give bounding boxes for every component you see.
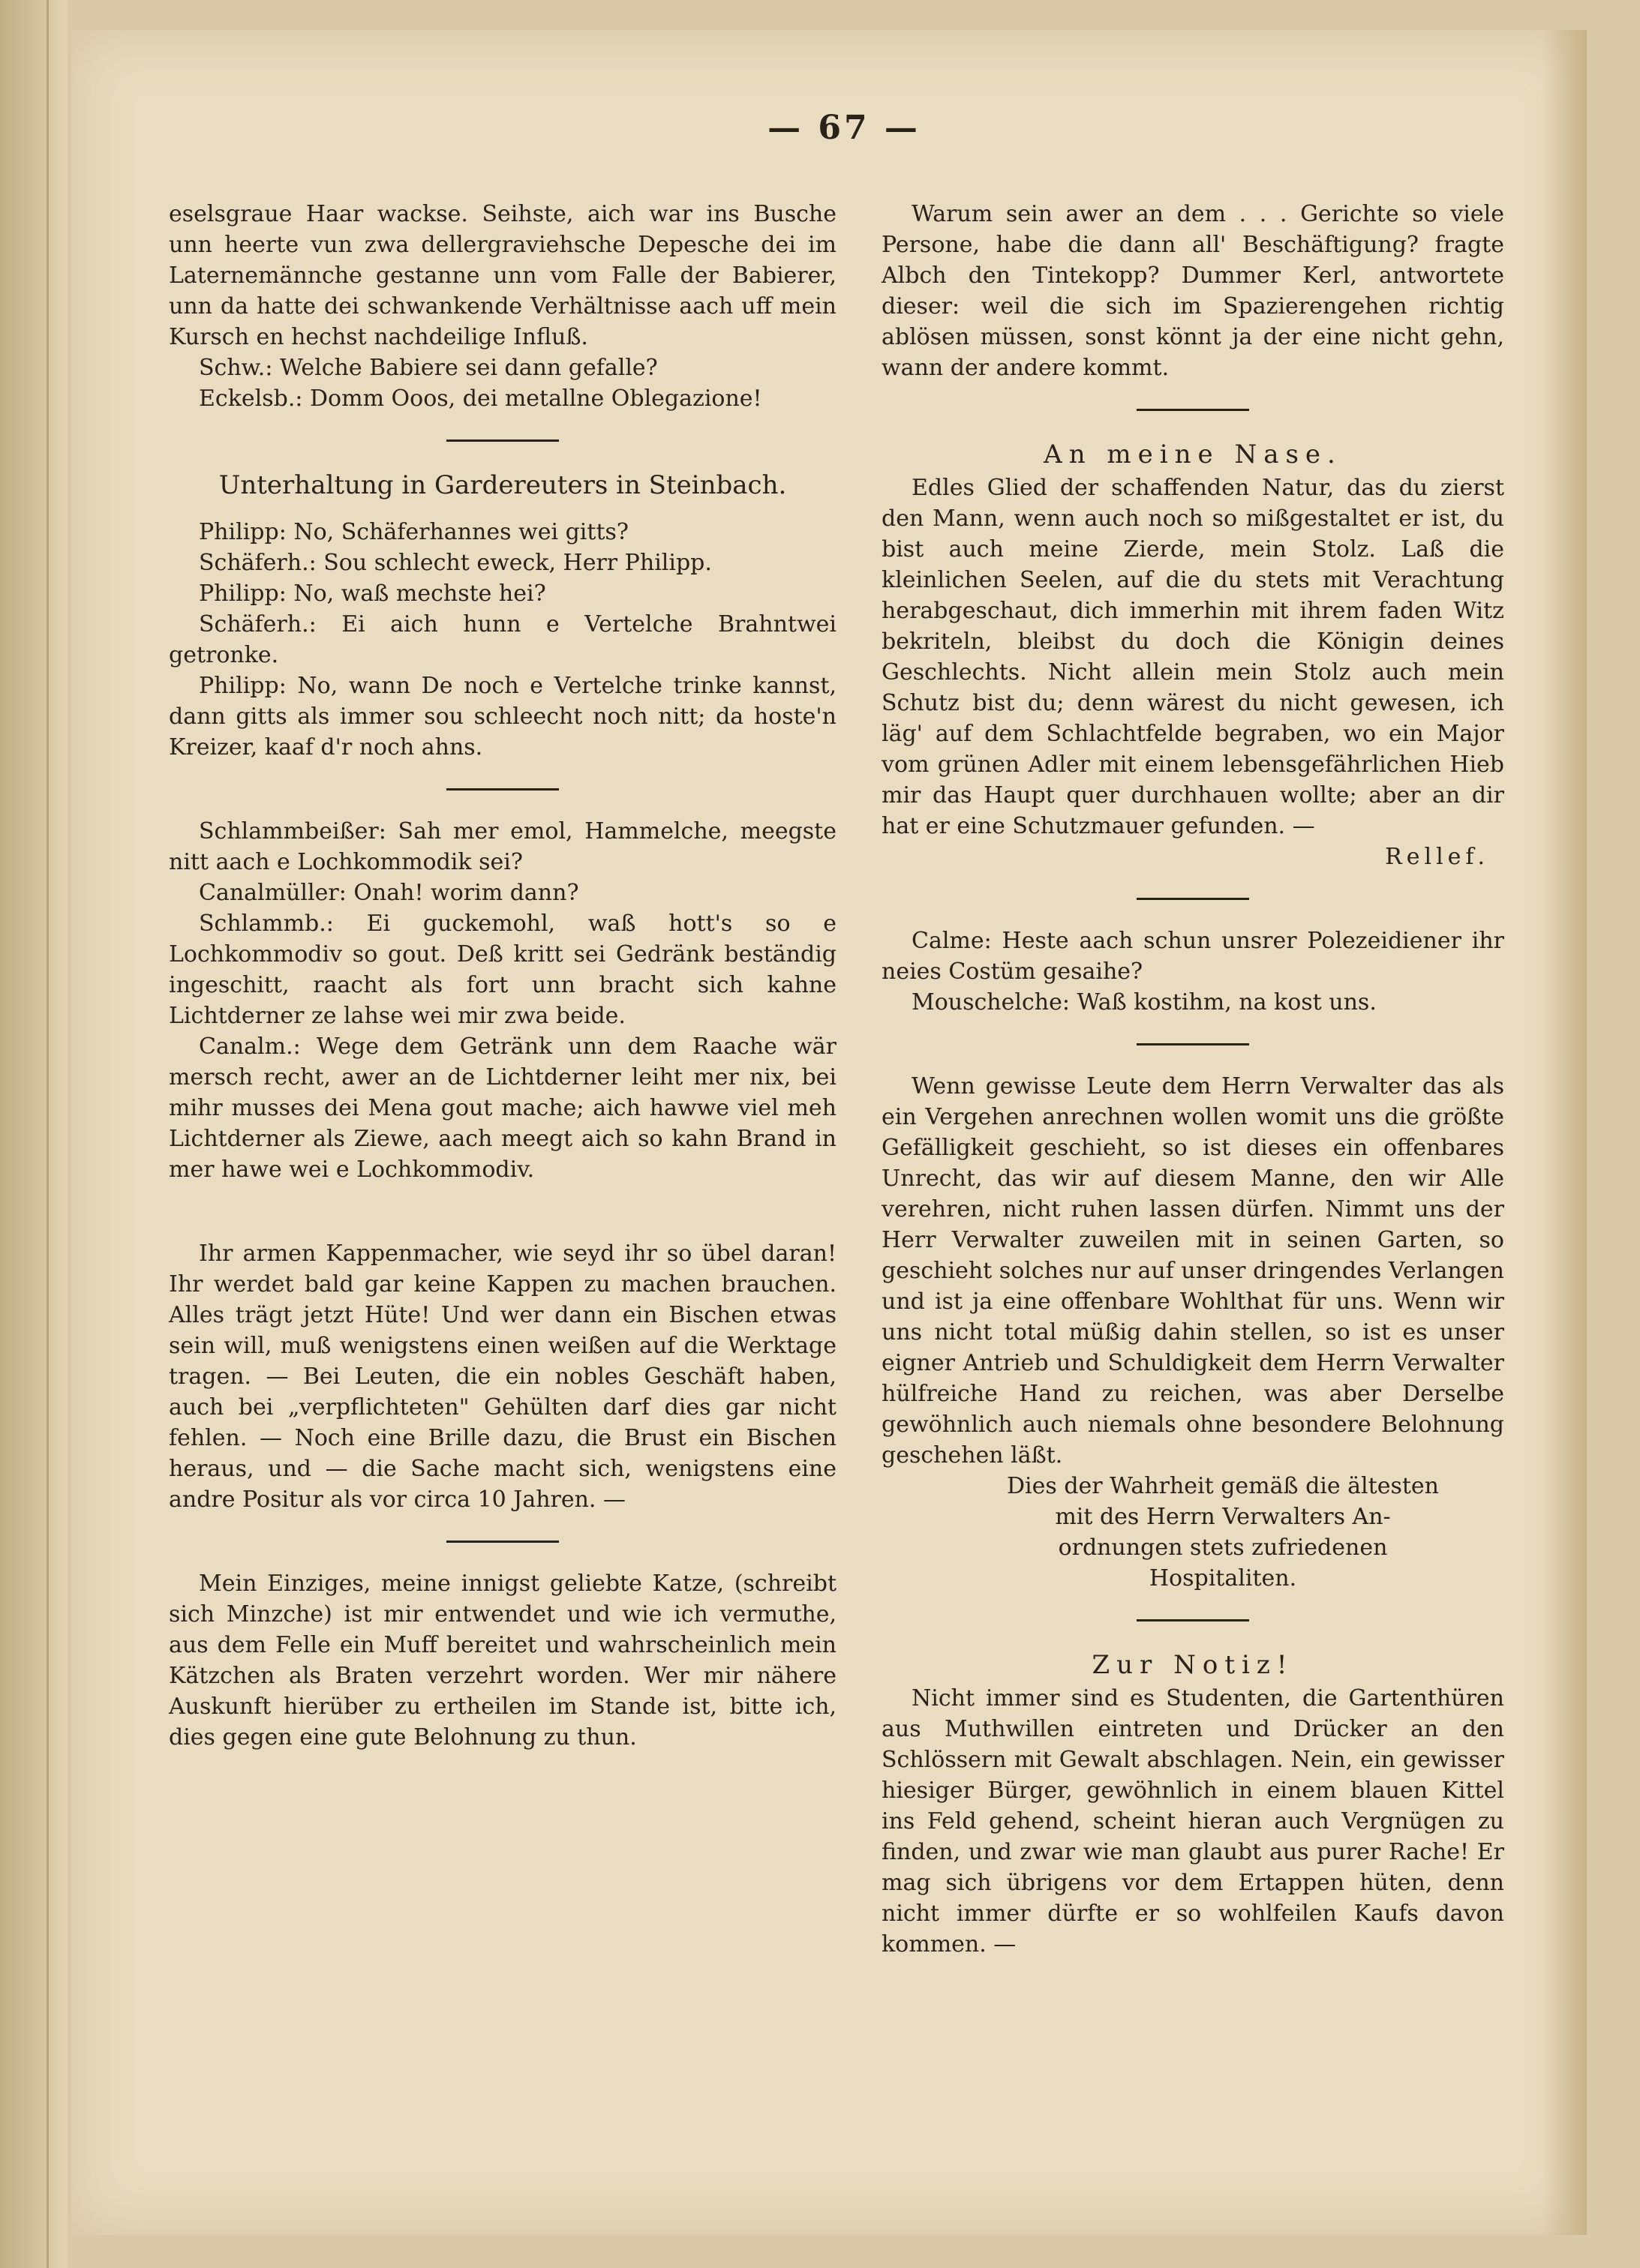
section-heading: Zur Notiz! [1092,1650,1294,1680]
dialogue-line: Philipp: No, waß mechste hei? [199,580,546,607]
dialogue-line: Schlammbeißer: Sah mer emol, Hammelche, meegste nitt aach e Lochkommodik sei? [169,818,837,875]
article-katze: Mein Einziges, meine innigst geliebte Katze, (schreibt sich Minzche) ist mir entwendet und wie ich vermuthe, aus dem Felle ein Muff bereitet und wahrscheinlich mein Kätzchen als Braten verzehrt worden. Wer mir nähere Auskunft hierüber zu ertheilen im Stande ist, bitte ich, dies gegen eine gute Belohnung zu thun. [169,1570,837,1750]
signature-line: Dies der Wahrheit gemäß die ältesten [1007,1473,1439,1499]
dialogue-line: Philipp: No, Schäferhannes wei gitts? [199,519,629,545]
article-notiz: Nicht immer sind es Studenten, die Gartenthüren aus Muthwillen eintreten und Drücker an den Schlössern mit Gewalt abschlagen. Nein, ein gewisser hiesiger Bürger, gewöhnlich in einem blauen Kittel ins Feld gehend, scheint hieran auch Vergnügen zu finden, und zwar wie man glaubt aus purer Rache! Er mag sich übrigens vor dem Ertappen hüten, denn nicht immer dürfte er so wohlfeilen Kaufs davon kommen. — [882,1685,1504,1958]
dialogue-line: Schlammb.: Ei guckemohl, waß hott's so e Lochkommodiv so gout. Deß kritt sei Gedränk beständig ingeschitt, raacht als fort unn bracht sich kahne Lichtderner ze lahse wei mir zwa beide. [169,910,837,1029]
dialogue-line: Canalmüller: Onah! worim dann? [199,880,579,906]
article-verwalter: Wenn gewisse Leute dem Herrn Verwalter das als ein Vergehen anrechnen wollen womit uns die größte Gefälligkeit geschieht, so ist dieses ein offenbares Unrecht, das wir auf diesem Manne, den wir Alle verehren, nicht ruhen lassen dürfen. Nimmt uns der Herr Verwalter zuweilen mit in seinen Garten, so geschieht solches nur auf unser dringendes Verlangen und ist ja eine offenbare Wohlthat für uns. Wenn wir uns nicht total müßig dahin stellen, so ist es unser eigner Antrieb und Schuldigkeit dem Herrn Verwalter hülfreiche Hand zu reichen, was aber Derselbe gewöhnlich auch niemals ohne besondere Belohnung geschehen läßt. [882,1073,1504,1468]
signature-line: ordnungen stets zufriedenen [1058,1534,1388,1561]
signature-line: mit des Herrn Verwalters An- [1055,1504,1391,1530]
right-column [882,199,1504,1960]
dialogue-line: Schäferh.: Sou schlecht eweck, Herr Philipp. [199,550,712,576]
page-number: — 67 — [767,109,921,147]
section-divider [446,788,559,790]
newspaper-page [71,30,1587,2235]
article-nase: Edles Glied der schaffenden Natur, das du zierst den Mann, wenn auch noch so mißgestaltet er ist, du bist auch meine Zierde, mein Stolz. Laß die kleinlichen Seelen, auf die du stets mit Verachtung herabgeschaut, dich immerhin mit ihrem faden Witz bekriteln, bleibst du doch die Königin deines Geschlechts. Nicht allein mein Stolz auch mein Schutz bist du; denn wärest du nicht gewesen, ich läg' auf dem Schlachtfelde begraben, wo ein Major vom grünen Adler mit einem lebensgefährlichen Hieb mir das Haupt quer durchhauen wollte; aber an dir hat er eine Schutzmauer gefunden. — [882,475,1504,839]
fold-line [47,0,49,2268]
article-kappenmacher: Ihr armen Kappenmacher, wie seyd ihr so übel daran! Ihr werdet bald gar keine Kappen zu machen brauchen. Alles trägt jetzt Hüte! Und wer dann ein Bischen etwas sein will, muß wenigstens einen weißen auf die Werktage tragen. — Bei Leuten, die ein nobles Geschäft haben, auch bei „verpflichteten" Gehülten darf dies gar nicht fehlen. — Noch eine Brille dazu, die Brust ein Bischen heraus, und — die Sache macht sich, wenigstens eine andre Positur als vor circa 10 Jahren. — [169,1240,837,1513]
dialogue-line: Schw.: Welche Babiere sei dann gefalle? [199,355,658,381]
dialogue-line: Schäferh.: Ei aich hunn e Vertelche Brahntwei getronke. [169,611,837,668]
section-divider [446,1540,559,1543]
section-divider [1137,409,1249,411]
section-divider [1137,1043,1249,1046]
article-gericht: Warum sein awer an dem . . . Gerichte so viele Persone, habe die dann all' Beschäftigung? fragte Albch den Tintekopp? Dummer Kerl, antwortete dieser: weil die sich im Spazierengehen richtig ablösen müssen, sonst könnt ja der eine nicht gehn, wann der andere kommt. [882,201,1504,381]
section-heading: Unterhaltung in Gardereuters in Steinbach. [218,470,787,500]
section-divider [1137,1619,1249,1622]
signature: Rellef. [1385,844,1489,870]
section-divider [446,440,559,442]
dialogue-line: Canalm.: Wege dem Getränk unn dem Raache wär mersch recht, awer an de Lichtderner leiht mer nix, bei mihr musses dei Mena gout mache; aich hawwe viel meh Lichtderner als Ziewe, aach meegt aich so kahn Brand in mer hawe wei e Lochkommodiv. [169,1034,837,1183]
section-heading: An meine Nase. [1044,440,1342,470]
section-divider [1137,898,1249,900]
article-intro: eselsgraue Haar wackse. Seihste, aich war ins Busche unn heerte vun zwa dellergraviehsche Depesche dei im Laternemännche gestanne unn vom Falle der Babierer, unn da hatte dei schwankende Verhältnisse aach uff mein Kursch en hechst nachdeilige Influß. [169,201,837,350]
dialogue-line: Eckelsb.: Domm Ooos, dei metallne Oblegazione! [199,386,762,412]
dialogue-line: Calme: Heste aach schun unsrer Polezeidiener ihr neies Costüm gesaihe? [882,928,1504,985]
scan-background-left [0,0,68,2268]
page-edge-shadow [1542,30,1587,2235]
dialogue-line: Mouschelche: Waß kostihm, na kost uns. [912,989,1377,1016]
signature-line: Hospitaliten. [1149,1565,1297,1592]
left-column [169,199,837,1753]
dialogue-line: Philipp: No, wann De noch e Vertelche trinke kannst, dann gitts als immer sou schleecht noch nitt; da hoste'n Kreizer, kaaf d'r noch ahns. [169,673,837,760]
section-divider [446,1210,559,1213]
